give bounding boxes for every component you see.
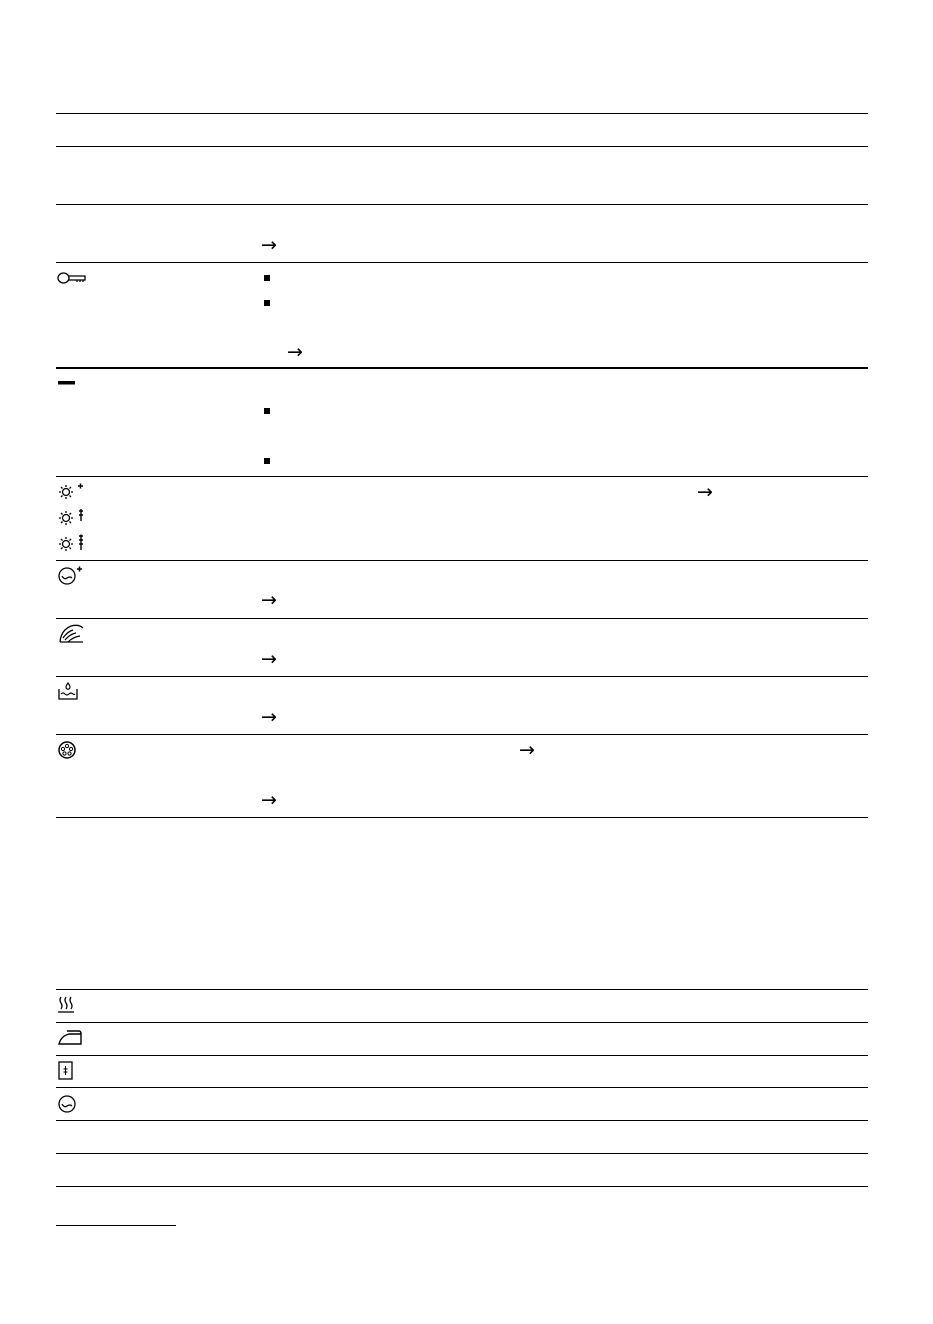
arrow-symbol: →	[697, 481, 713, 503]
table-rule	[56, 146, 868, 147]
key-icon	[57, 271, 87, 285]
footnote-separator	[56, 1225, 176, 1226]
arrow-symbol: →	[287, 341, 303, 363]
table-rule	[56, 618, 868, 619]
feather-icon	[57, 624, 85, 644]
arrow-symbol: →	[261, 706, 277, 728]
bullet	[264, 275, 270, 281]
iron-icon	[57, 1029, 85, 1047]
table-rule	[56, 262, 868, 263]
table-rule	[56, 1153, 868, 1154]
bullet	[264, 408, 270, 414]
wash-icon	[57, 1093, 79, 1115]
table-rule	[56, 113, 868, 114]
arrow-symbol: →	[261, 789, 277, 811]
arrow-symbol: →	[261, 589, 277, 611]
table-rule	[56, 1022, 868, 1023]
table-rule	[56, 734, 868, 735]
brightness-double-icon	[57, 508, 85, 526]
dash-icon	[57, 380, 77, 386]
table-rule	[56, 476, 868, 477]
table-rule	[56, 560, 868, 561]
table-rule	[56, 367, 868, 369]
table-rule	[56, 1087, 868, 1088]
arrow-symbol: →	[519, 739, 535, 761]
brightness-triple-icon	[57, 534, 85, 552]
table-rule	[56, 204, 868, 205]
door-icon	[57, 1060, 77, 1082]
bullet	[264, 300, 270, 306]
table-rule	[56, 817, 868, 818]
water-drop-tub-icon	[57, 681, 81, 701]
table-rule	[56, 1186, 868, 1187]
table-rule	[56, 676, 868, 677]
brightness-plus-icon	[57, 482, 85, 500]
steam-icon	[57, 995, 77, 1015]
arrow-symbol: →	[261, 234, 277, 256]
bullet	[264, 458, 270, 464]
table-rule	[56, 1055, 868, 1056]
table-rule	[56, 1120, 868, 1121]
wash-plus-icon	[57, 565, 85, 585]
arrow-symbol: →	[261, 648, 277, 670]
drum-icon	[57, 740, 79, 760]
table-rule	[56, 989, 868, 990]
